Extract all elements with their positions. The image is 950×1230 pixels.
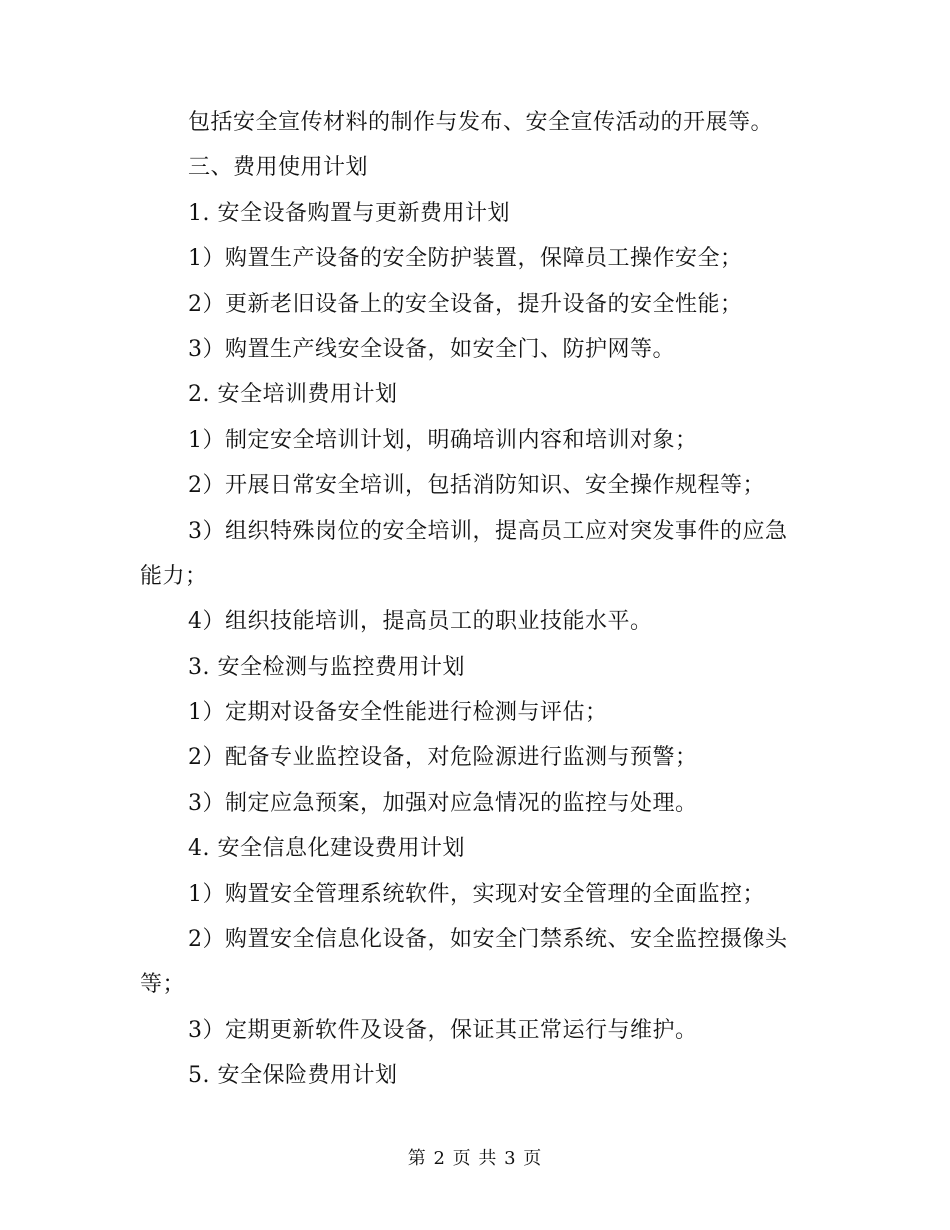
list-item: 1）制定安全培训计划，明确培训内容和培训对象； — [188, 427, 698, 453]
list-item-continuation: 能力； — [140, 563, 208, 589]
subsection-heading: 4. 安全信息化建设费用计划 — [188, 836, 465, 862]
list-item: 2）购置安全信息化设备，如安全门禁系统、安全监控摄像头 — [188, 927, 788, 953]
list-item: 3）组织特殊岗位的安全培训，提高员工应对突发事件的应急 — [188, 518, 788, 544]
list-item: 4）组织技能培训，提高员工的职业技能水平。 — [188, 609, 653, 635]
list-item: 2）更新老旧设备上的安全设备，提升设备的安全性能； — [188, 291, 743, 317]
list-item: 2）开展日常安全培训，包括消防知识、安全操作规程等； — [188, 473, 765, 499]
list-item: 1）购置生产设备的安全防护装置，保障员工操作安全； — [188, 246, 743, 272]
list-item: 3）定期更新软件及设备，保证其正常运行与维护。 — [188, 1017, 698, 1043]
subsection-heading: 5. 安全保险费用计划 — [188, 1063, 398, 1089]
list-item: 1）定期对设备安全性能进行检测与评估； — [188, 700, 608, 726]
document-body — [140, 100, 820, 1099]
list-item: 3）购置生产线安全设备，如安全门、防护网等。 — [188, 336, 675, 362]
list-item-continuation: 等； — [140, 972, 186, 998]
list-item: 2）配备专业监控设备，对危险源进行监测与预警； — [188, 745, 698, 771]
list-item: 1）购置安全管理系统软件，实现对安全管理的全面监控； — [188, 881, 765, 907]
section-heading: 三、费用使用计划 — [188, 155, 369, 181]
subsection-heading: 1. 安全设备购置与更新费用计划 — [188, 200, 510, 226]
list-item: 3）制定应急预案，加强对应急情况的监控与处理。 — [188, 790, 698, 816]
page-number-footer: 第 2 页 共 3 页 — [407, 1148, 543, 1169]
subsection-heading: 2. 安全培训费用计划 — [188, 382, 398, 408]
paragraph-line: 包括安全宣传材料的制作与发布、安全宣传活动的开展等。 — [188, 110, 774, 135]
subsection-heading: 3. 安全检测与监控费用计划 — [188, 654, 465, 680]
